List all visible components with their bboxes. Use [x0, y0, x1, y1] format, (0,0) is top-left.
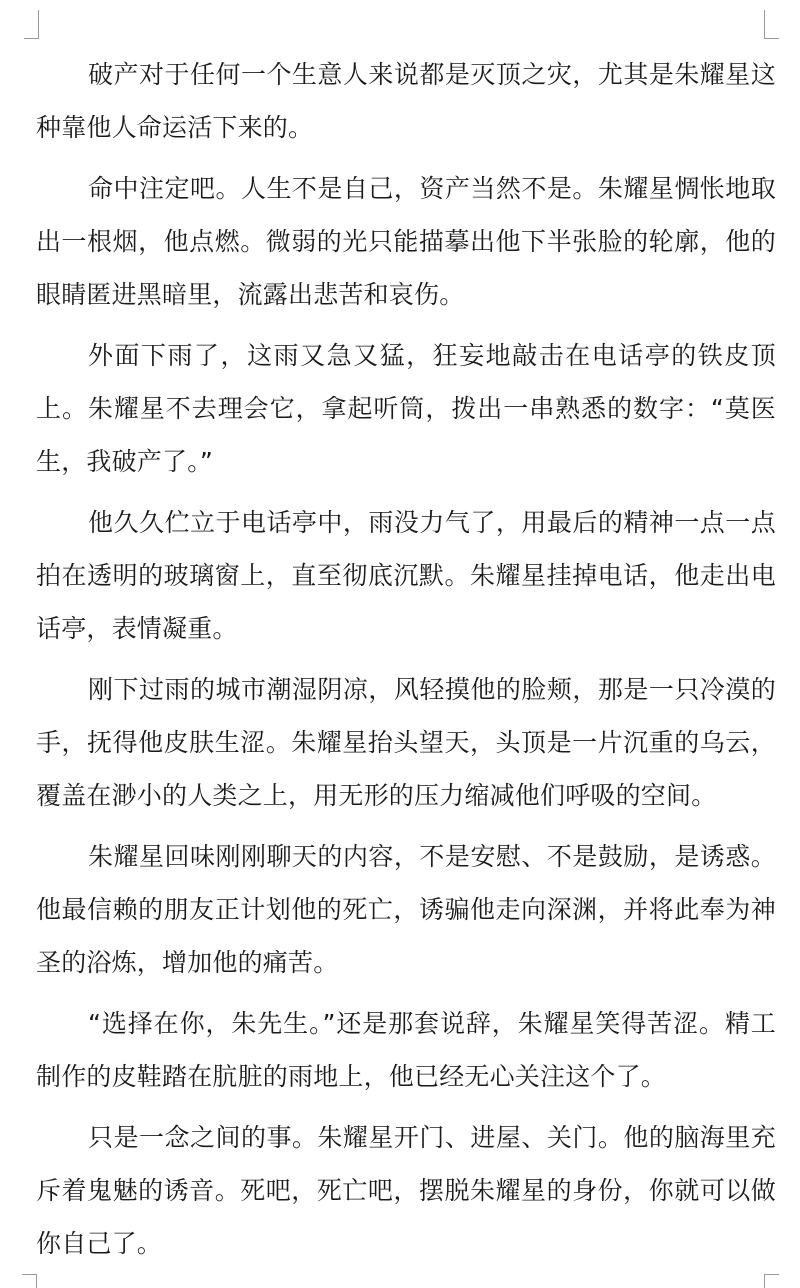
paragraph-5: 刚下过雨的城市潮湿阴凉，风轻摸他的脸颊，那是一只冷漠的手，抚得他皮肤生涩。朱耀星抬头望天，头顶是一片沉重的乌云，覆盖在渺小的人类之上，用无形的压力缩减他们呼吸的空间。	[36, 675, 776, 810]
paragraph-2: 命中注定吧。人生不是自己，资产当然不是。朱耀星惆怅地取出一根烟，他点燃。微弱的光只能描摹出他下半张脸的轮廓，他的眼睛匿进黑暗里，流露出悲苦和哀伤。	[36, 174, 776, 309]
crop-mark-bottom-left	[22, 1274, 37, 1288]
paragraph-8: 只是一念之间的事。朱耀星开门、进屋、关门。他的脑海里充斥着鬼魅的诱音。死吧，死亡吧，摆脱朱耀星的身份，你就可以做你自己了。	[36, 1123, 776, 1258]
document-body	[36, 48, 776, 1278]
paragraph-4: 他久久伫立于电话亭中，雨没力气了，用最后的精神一点一点拍在透明的玻璃窗上，直至彻底沉默。朱耀星挂掉电话，他走出电话亭，表情凝重。	[36, 508, 776, 643]
crop-mark-top-left	[24, 10, 39, 39]
paragraph-3: 外面下雨了，这雨又急又猛，狂妄地敲击在电话亭的铁皮顶上。朱耀星不去理会它，拿起听筒，拨出一串熟悉的数字：“莫医生，我破产了。”	[36, 341, 776, 476]
paragraph-7: “选择在你，朱先生。”还是那套说辞，朱耀星笑得苦涩。精工制作的皮鞋踏在肮脏的雨地上，他已经无心关注这个了。	[36, 1009, 776, 1091]
paragraph-6: 朱耀星回味刚刚聊天的内容，不是安慰、不是鼓励，是诱惑。他最信赖的朋友正计划他的死亡，诱骗他走向深渊，并将此奉为神圣的浴炼，增加他的痛苦。	[36, 842, 776, 977]
paragraph-1: 破产对于任何一个生意人来说都是灭顶之灾，尤其是朱耀星这种靠他人命运活下来的。	[36, 60, 776, 142]
crop-mark-top-right	[764, 10, 779, 39]
